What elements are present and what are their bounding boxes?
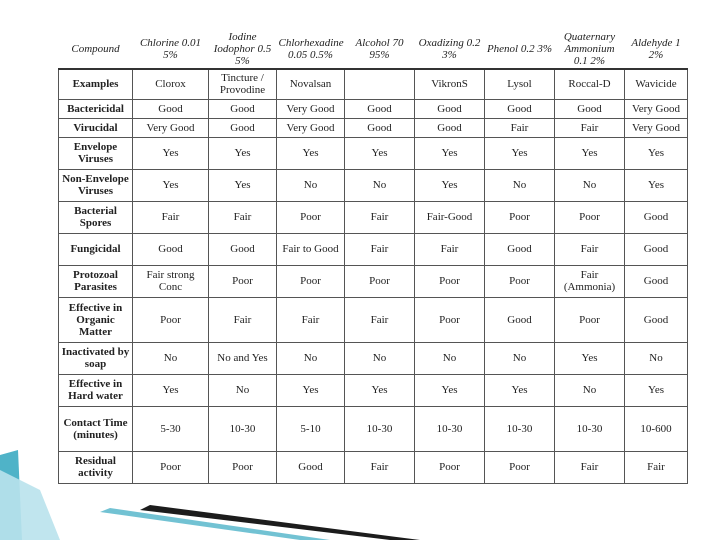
header-row bbox=[59, 30, 688, 69]
table-cell: Very Good bbox=[133, 118, 209, 137]
table-cell: 5-10 bbox=[277, 406, 345, 451]
table-cell: Yes bbox=[133, 169, 209, 201]
table-cell: Very Good bbox=[277, 118, 345, 137]
table-cell: Yes bbox=[625, 169, 688, 201]
header-alcohol: Alcohol 70 95% bbox=[345, 30, 415, 69]
table-cell: Good bbox=[277, 451, 345, 483]
table-cell: Very Good bbox=[277, 99, 345, 118]
table-cell: No bbox=[555, 169, 625, 201]
table-row bbox=[59, 374, 688, 406]
table-row bbox=[59, 406, 688, 451]
table-cell: Yes bbox=[133, 374, 209, 406]
table-cell: Yes bbox=[625, 137, 688, 169]
header-quaternary-ammonium: Quaternary Ammonium 0.1 2% bbox=[555, 30, 625, 69]
table-cell: Good bbox=[209, 118, 277, 137]
header-oxadizing: Oxadizing 0.2 3% bbox=[415, 30, 485, 69]
table-cell: Fair (Ammonia) bbox=[555, 265, 625, 297]
table-cell: Good bbox=[345, 118, 415, 137]
table-cell: Fair bbox=[555, 118, 625, 137]
table-cell: Good bbox=[415, 118, 485, 137]
table-cell: 10-30 bbox=[345, 406, 415, 451]
table-cell: No bbox=[485, 169, 555, 201]
table-cell: No bbox=[485, 342, 555, 374]
table-cell: Poor bbox=[485, 451, 555, 483]
disinfectant-comparison-table bbox=[58, 30, 688, 484]
table-cell: Fair-Good bbox=[415, 201, 485, 233]
table-cell: No bbox=[415, 342, 485, 374]
row-label: Examples bbox=[59, 69, 133, 99]
table-cell: Yes bbox=[415, 169, 485, 201]
table-cell: 10-600 bbox=[625, 406, 688, 451]
row-label: Protozoal Parasites bbox=[59, 265, 133, 297]
table-row bbox=[59, 297, 688, 342]
table-cell: Fair bbox=[277, 297, 345, 342]
table-cell: Fair to Good bbox=[277, 233, 345, 265]
table-row bbox=[59, 265, 688, 297]
table-cell: Lysol bbox=[485, 69, 555, 99]
table-cell: Poor bbox=[277, 201, 345, 233]
table-cell: Yes bbox=[209, 169, 277, 201]
table-cell: Yes bbox=[277, 137, 345, 169]
table-cell: Good bbox=[345, 99, 415, 118]
table-cell: Yes bbox=[555, 342, 625, 374]
table-cell: Poor bbox=[555, 201, 625, 233]
table-cell: Good bbox=[485, 99, 555, 118]
table-row bbox=[59, 99, 688, 118]
table-cell: No and Yes bbox=[209, 342, 277, 374]
table-cell: 10-30 bbox=[555, 406, 625, 451]
table-cell: Good bbox=[133, 99, 209, 118]
table-cell: No bbox=[555, 374, 625, 406]
table-cell: Good bbox=[209, 233, 277, 265]
header-aldehyde: Aldehyde 1 2% bbox=[625, 30, 688, 69]
header-phenol: Phenol 0.2 3% bbox=[485, 30, 555, 69]
table-cell: Poor bbox=[415, 265, 485, 297]
table-cell: Yes bbox=[277, 374, 345, 406]
table-cell: Poor bbox=[345, 265, 415, 297]
row-label: Virucidal bbox=[59, 118, 133, 137]
row-label: Bactericidal bbox=[59, 99, 133, 118]
table-cell: Poor bbox=[415, 297, 485, 342]
table-cell: Fair bbox=[345, 201, 415, 233]
table-cell: Fair bbox=[209, 201, 277, 233]
table-cell: Poor bbox=[555, 297, 625, 342]
header-chlorhexadine: Chlorhexadine 0.05 0.5% bbox=[277, 30, 345, 69]
table-cell: Yes bbox=[555, 137, 625, 169]
table-cell: Poor bbox=[415, 451, 485, 483]
table-row bbox=[59, 201, 688, 233]
table-cell: Fair strong Conc bbox=[133, 265, 209, 297]
row-label: Bacterial Spores bbox=[59, 201, 133, 233]
table-cell: Poor bbox=[485, 201, 555, 233]
row-label: Contact Time (minutes) bbox=[59, 406, 133, 451]
table-cell: Fair bbox=[345, 233, 415, 265]
table-cell: Yes bbox=[485, 137, 555, 169]
table-cell: 5-30 bbox=[133, 406, 209, 451]
table-cell: Very Good bbox=[625, 118, 688, 137]
table-row bbox=[59, 233, 688, 265]
table-row bbox=[59, 69, 688, 99]
table-cell: Yes bbox=[485, 374, 555, 406]
table-cell: Good bbox=[209, 99, 277, 118]
table-cell: 10-30 bbox=[415, 406, 485, 451]
light-accent-shape bbox=[0, 470, 60, 540]
table-cell: Yes bbox=[415, 137, 485, 169]
table-cell: No bbox=[209, 374, 277, 406]
table-cell: 10-30 bbox=[485, 406, 555, 451]
table-cell: Good bbox=[485, 297, 555, 342]
table-cell: Fair bbox=[625, 451, 688, 483]
row-label: Residual activity bbox=[59, 451, 133, 483]
table-cell: Poor bbox=[133, 297, 209, 342]
table-cell: Yes bbox=[133, 137, 209, 169]
table-cell: No bbox=[345, 169, 415, 201]
table-cell: Good bbox=[625, 233, 688, 265]
table-cell: Yes bbox=[625, 374, 688, 406]
table-cell: Poor bbox=[209, 265, 277, 297]
row-label: Fungicidal bbox=[59, 233, 133, 265]
row-label: Effective in Organic Matter bbox=[59, 297, 133, 342]
table-cell: Fair bbox=[485, 118, 555, 137]
header-iodine: Iodine Iodophor 0.5 5% bbox=[209, 30, 277, 69]
table-cell: Poor bbox=[485, 265, 555, 297]
table-cell: Good bbox=[625, 265, 688, 297]
row-label: Effective in Hard water bbox=[59, 374, 133, 406]
header-chlorine: Chlorine 0.01 5% bbox=[133, 30, 209, 69]
table-cell: No bbox=[277, 342, 345, 374]
header-compound: Compound bbox=[59, 30, 133, 69]
table-cell: No bbox=[133, 342, 209, 374]
table-cell: 10-30 bbox=[209, 406, 277, 451]
table-cell: Clorox bbox=[133, 69, 209, 99]
table-cell: Fair bbox=[345, 451, 415, 483]
table-cell: Good bbox=[625, 201, 688, 233]
table-cell: Good bbox=[415, 99, 485, 118]
table-cell: Poor bbox=[209, 451, 277, 483]
table-cell: No bbox=[277, 169, 345, 201]
table-cell: Fair bbox=[209, 297, 277, 342]
table-cell: Fair bbox=[555, 451, 625, 483]
table-row bbox=[59, 342, 688, 374]
table-cell: Poor bbox=[133, 451, 209, 483]
table-cell: Good bbox=[625, 297, 688, 342]
slide-decoration bbox=[0, 450, 720, 540]
table-cell: Fair bbox=[345, 297, 415, 342]
table-cell: Very Good bbox=[625, 99, 688, 118]
table-row bbox=[59, 118, 688, 137]
table-cell: Fair bbox=[133, 201, 209, 233]
row-label: Inactivated by soap bbox=[59, 342, 133, 374]
table-cell: Wavicide bbox=[625, 69, 688, 99]
table-cell: Yes bbox=[345, 137, 415, 169]
table-cell: Novalsan bbox=[277, 69, 345, 99]
row-label: Envelope Viruses bbox=[59, 137, 133, 169]
table-cell: Poor bbox=[277, 265, 345, 297]
row-label: Non-Envelope Viruses bbox=[59, 169, 133, 201]
table-cell: Yes bbox=[209, 137, 277, 169]
table-cell: No bbox=[345, 342, 415, 374]
table-cell: Good bbox=[485, 233, 555, 265]
table-cell: Yes bbox=[345, 374, 415, 406]
table-row bbox=[59, 137, 688, 169]
table-cell: Tincture / Provodine bbox=[209, 69, 277, 99]
table-cell: Roccal-D bbox=[555, 69, 625, 99]
table-cell: Fair bbox=[555, 233, 625, 265]
table-cell: No bbox=[625, 342, 688, 374]
table-cell bbox=[345, 69, 415, 99]
table-row bbox=[59, 169, 688, 201]
table-cell: Good bbox=[133, 233, 209, 265]
table-cell: Fair bbox=[415, 233, 485, 265]
table-cell: Yes bbox=[415, 374, 485, 406]
table-cell: VikronS bbox=[415, 69, 485, 99]
table-cell: Good bbox=[555, 99, 625, 118]
